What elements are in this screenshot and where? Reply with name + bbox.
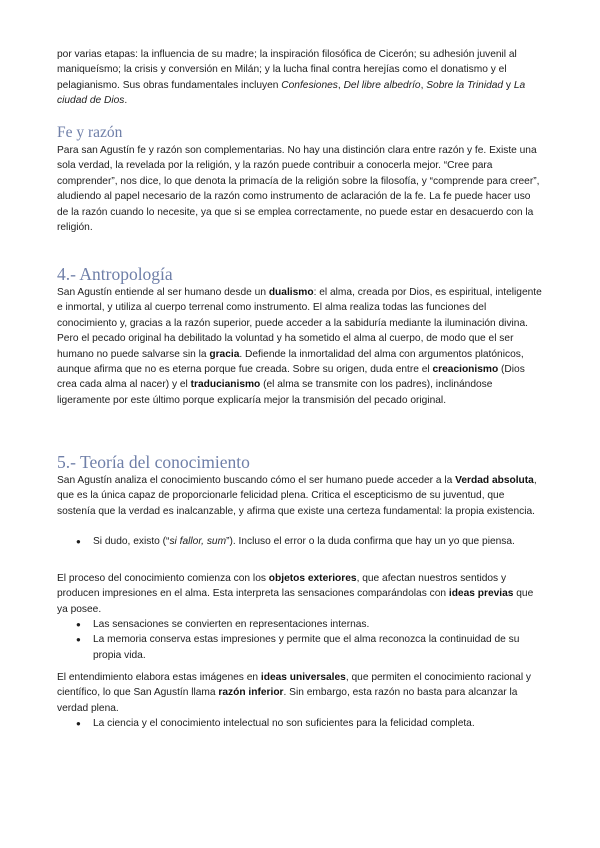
body-text: San Agustín analiza el conocimiento buscando cómo el ser humano puede acceder a la bbox=[57, 475, 456, 486]
body-text: , que permiten el conocimiento racional y científico, lo que San Agustín llama bbox=[57, 672, 532, 699]
fe-razon-paragraph: Para san Agustín fe y razón son complementarias. No hay una distinción clara entre razón y fe. Existe una sola verdad, la revelada por la religión, y la razón puede contribuir a conocerla mejor. “Cree para comprender”, nos dice, lo que denota la primacía de la religión sobre la filosofía, y “comprende para creer”, aludiendo al papel necesario de la razón como instrumento de aclaración de la fe. La fe puede hacer uso de la razón cuando lo necesite, ya que si se emplea correctamente, no puede estar en desacuerdo con la religión. bbox=[57, 145, 540, 234]
italic-term: si fallor, sum bbox=[169, 536, 227, 547]
body-text: La memoria conserva estas impresiones y permite que el alma reconozca la continuidad de su propia vida. bbox=[93, 634, 520, 661]
separator: , bbox=[337, 79, 344, 91]
body-text: ”). Incluso el error o la duda confirma que hay un yo que piensa. bbox=[226, 536, 515, 547]
body-text: (Dios crea cada alma al nacer) y el bbox=[57, 364, 525, 391]
heading-conocimiento: 5.- Teoría del conocimiento bbox=[57, 452, 250, 472]
heading-fe-razon: Fe y razón bbox=[57, 124, 123, 141]
list-item bbox=[57, 534, 543, 549]
intro-paragraph bbox=[57, 47, 543, 109]
body-text: El proceso del conocimiento comienza con los bbox=[57, 573, 269, 584]
work-title: Sobre la Trinidad bbox=[426, 79, 504, 91]
antropologia-paragraph bbox=[57, 285, 543, 408]
separator: y bbox=[503, 79, 514, 91]
bold-term: Verdad absoluta bbox=[455, 475, 534, 486]
bold-term: gracia bbox=[209, 348, 240, 360]
body-text: Si dudo, existo (“ bbox=[93, 536, 170, 547]
intro-text: por varias etapas: la influencia de su madre; la inspiración filosófica de Cicerón; su adhesión juvenil al maniqueísmo; la crisis y conversión en Milán; y la lucha final contra herejías como el donatismo y el pelagianismo. Sus obras fundamentales incluyen bbox=[57, 49, 517, 91]
body-text: El entendimiento elabora estas imágenes en bbox=[57, 672, 261, 683]
list-item bbox=[57, 716, 543, 731]
bold-term: objetos exteriores bbox=[268, 573, 357, 584]
bold-term: creacionismo bbox=[432, 364, 499, 376]
body-text: Las sensaciones se convierten en representaciones internas. bbox=[93, 619, 370, 630]
bullet-list-2 bbox=[57, 617, 543, 663]
separator: , bbox=[420, 79, 427, 91]
bullet-list-1 bbox=[57, 534, 543, 549]
conocimiento-paragraph-2 bbox=[57, 571, 543, 617]
body-text: que ya posee. bbox=[57, 588, 534, 615]
bold-term: razón inferior bbox=[218, 687, 284, 699]
body-text: . Sin embargo, esta razón no basta para alcanzar la verdad plena. bbox=[57, 687, 518, 714]
body-text: La ciencia y el conocimiento intelectual no son suficientes para la felicidad completa. bbox=[93, 718, 475, 729]
bold-term: dualismo bbox=[268, 287, 314, 298]
body-text: : el alma, creada por Dios, es espiritual, inteligente e inmortal, y utiliza al cuerpo terrenal como instrumento. El alma realiza todas las funciones del conocimiento y, gracias a la razón superior, puede acceder a la sabiduría mediante la iluminación divina. Pero el pecado original ha debilitado la voluntad y ha sometido el alma al cuerpo, de modo que el ser humano no puede salvarse sin la bbox=[57, 287, 542, 360]
bold-term: ideas previas bbox=[448, 588, 514, 600]
body-text: , que es la única capaz de proporcionarle felicidad plena. Critica el escepticismo de su juventud, que sostenía que la verdad es inalcanzable, y afirma que existe una certeza fundamental: la propia existencia. bbox=[57, 475, 537, 517]
body-text: . Defiende la inmortalidad del alma con argumentos platónicos, aunque afirma que no es eterna porque fue creada. Sobre su origen, duda entre el bbox=[57, 348, 524, 376]
bold-term: ideas universales bbox=[260, 672, 346, 683]
list-item bbox=[57, 617, 543, 632]
bullet-icon: ● bbox=[76, 719, 81, 728]
bullet-list-3 bbox=[57, 716, 543, 731]
conocimiento-paragraph-1 bbox=[57, 473, 543, 519]
conocimiento-paragraph-3 bbox=[57, 670, 543, 716]
body-text: San Agustín entiende al ser humano desde un bbox=[57, 287, 269, 298]
heading-antropologia: 4.- Antropología bbox=[57, 264, 173, 284]
work-title: Del libre albedrío bbox=[343, 79, 421, 91]
separator: . bbox=[124, 95, 128, 107]
bullet-icon: ● bbox=[76, 635, 81, 645]
body-text: , que afectan nuestros sentidos y producen impresiones en el alma. Esta interpreta las sensaciones comparándolas con bbox=[57, 573, 507, 600]
work-title: La ciudad de Dios bbox=[57, 79, 526, 107]
work-title: Confesiones bbox=[281, 79, 338, 91]
list-item bbox=[57, 632, 543, 663]
bullet-icon: ● bbox=[76, 537, 81, 546]
bullet-icon: ● bbox=[76, 620, 81, 629]
body-text: (el alma se transmite con los padres), inclinándose ligeramente por este último porque explicaría mejor la transmisión del pecado original. bbox=[57, 379, 493, 406]
bold-term: traducianismo bbox=[190, 379, 261, 391]
